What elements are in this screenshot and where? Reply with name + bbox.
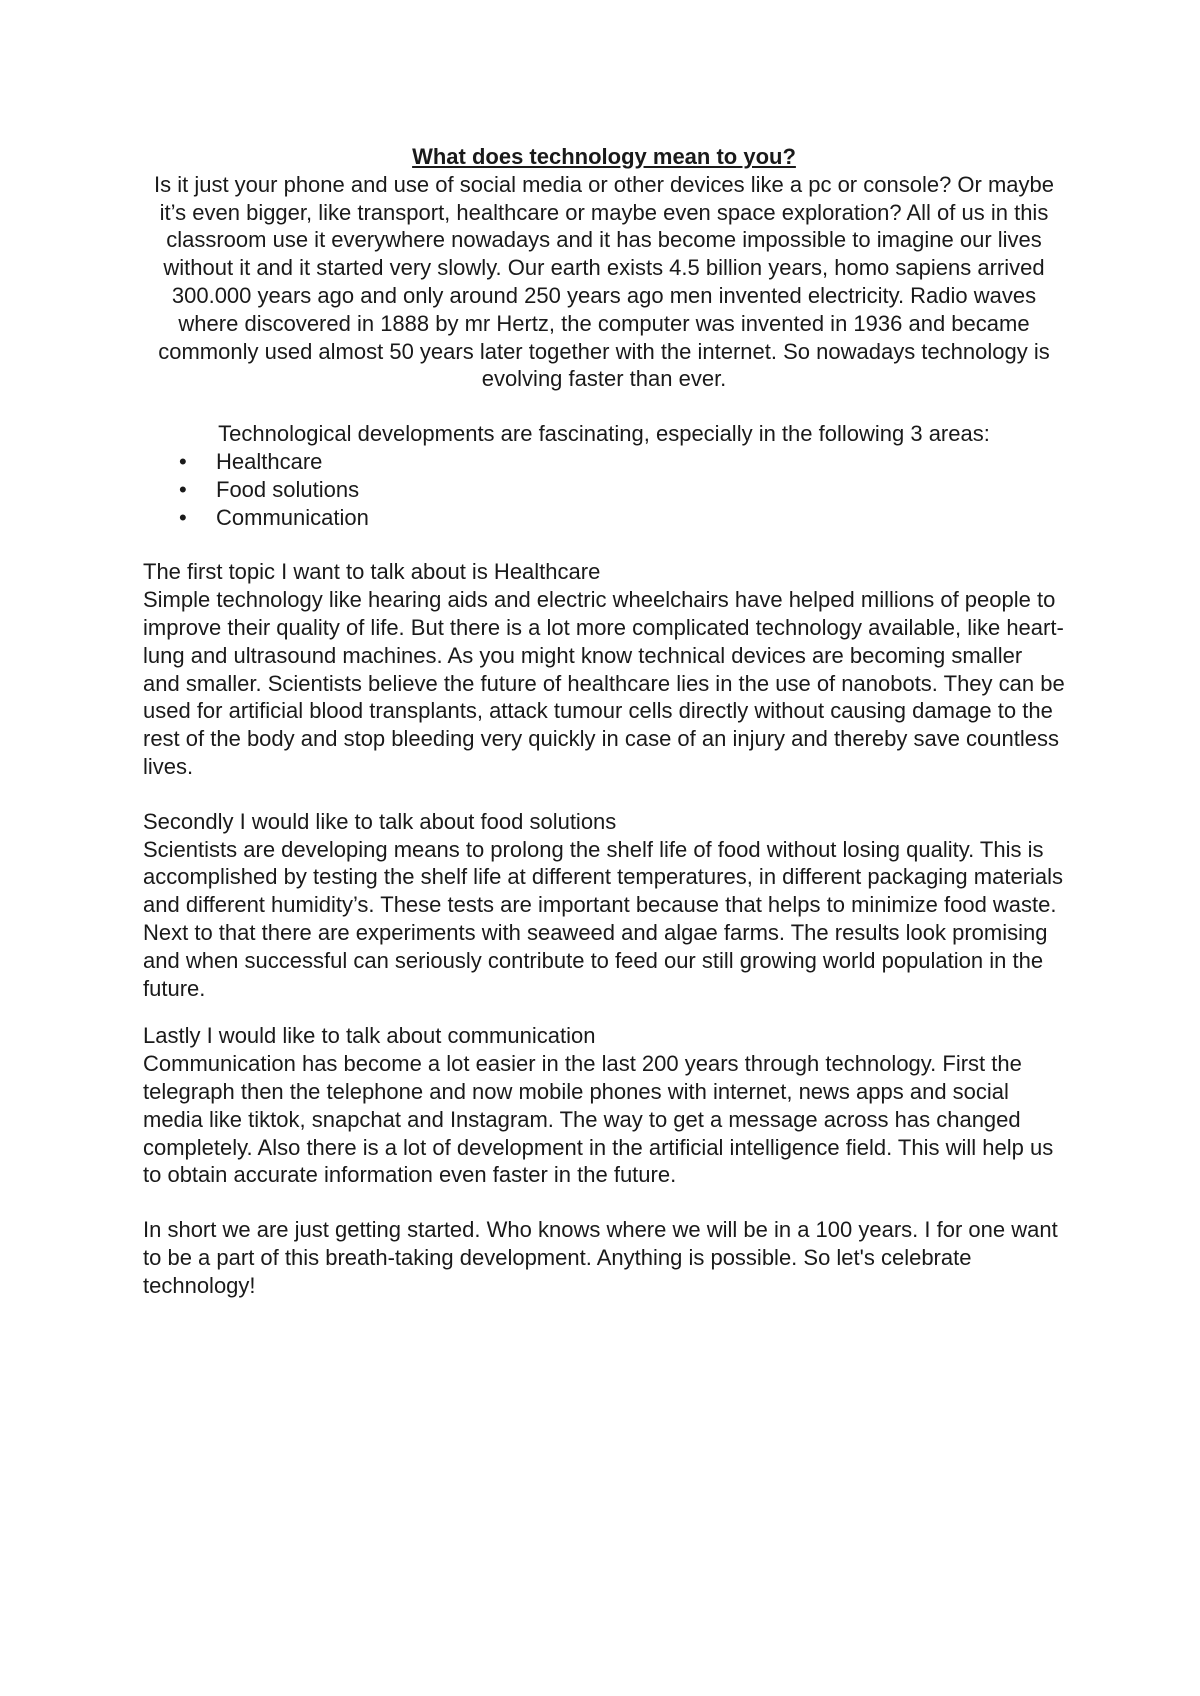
section-heading-communication: Lastly I would like to talk about communication: [143, 1023, 596, 1049]
bullet-icon: •: [179, 504, 187, 530]
section-heading-healthcare: The first topic I want to talk about is Healthcare: [143, 559, 601, 585]
intro-paragraph: Is it just your phone and use of social media or other devices like a pc or console? Or maybe it’s even bigger, like transport, healthcare or maybe even space exploration? All of us in this classroom use it everywhere nowadays and it has become impossible to imagine our lives without it and it started very slowly. Our earth exists 4.5 billion years, homo sapiens arrived 300.000 years ago and only around 250 years ago men invented electricity. Radio waves where discovered in 1888 by mr Hertz, the computer was invented in 1936 and became commonly used almost 50 years later together with the internet. So nowadays technology is evolving faster than ever.: [153, 171, 1055, 392]
list-item-label: Communication: [216, 504, 369, 530]
section-body-communication: Communication has become a lot easier in the last 200 years through technology. First the telegraph then the telephone and now mobile phones with internet, news apps and social media like tiktok, snapchat and Instagram. The way to get a message across has changed completely. Also there is a lot of development in the artificial intelligence field. This will help us to obtain accurate information even faster in the future.: [143, 1051, 1054, 1188]
document-body: [143, 143, 1065, 1299]
areas-list: [143, 448, 1065, 531]
list-item: [143, 504, 1065, 532]
areas-intro: Technological developments are fascinating, especially in the following 3 areas:: [218, 421, 990, 447]
list-item-label: Food solutions: [216, 476, 360, 502]
bullet-icon: •: [179, 476, 187, 502]
list-item: [143, 476, 1065, 504]
bullet-icon: •: [179, 448, 187, 474]
section-heading-food: Secondly I would like to talk about food solutions: [143, 808, 617, 834]
section-body-healthcare: Simple technology like hearing aids and electric wheelchairs have helped millions of people to improve their quality of life. But there is a lot more complicated technology available, like heart-lung and ultrasound machines. As you might know technical devices are becoming smaller and smaller. Scientists believe the future of healthcare lies in the use of nanobots. They can be used for artificial blood transplants, attack tumour cells directly without causing damage to the rest of the body and stop bleeding very quickly in case of an injury and thereby save countless lives.: [143, 587, 1065, 779]
list-item-label: Healthcare: [216, 448, 323, 474]
document-title: What does technology mean to you?: [412, 144, 796, 169]
list-item: [143, 448, 1065, 476]
conclusion-paragraph: In short we are just getting started. Who knows where we will be in a 100 years. I for one want to be a part of this breath-taking development. Anything is possible. So let's celebrate technology!: [143, 1217, 1058, 1298]
section-body-food: Scientists are developing means to prolong the shelf life of food without losing quality. This is accomplished by testing the shelf life at different temperatures, in different packaging materials and different humidity’s. These tests are important because that helps to minimize food waste. Next to that there are experiments with seaweed and algae farms. The results look promising and when successful can seriously contribute to feed our still growing world population in the future.: [143, 836, 1064, 1001]
